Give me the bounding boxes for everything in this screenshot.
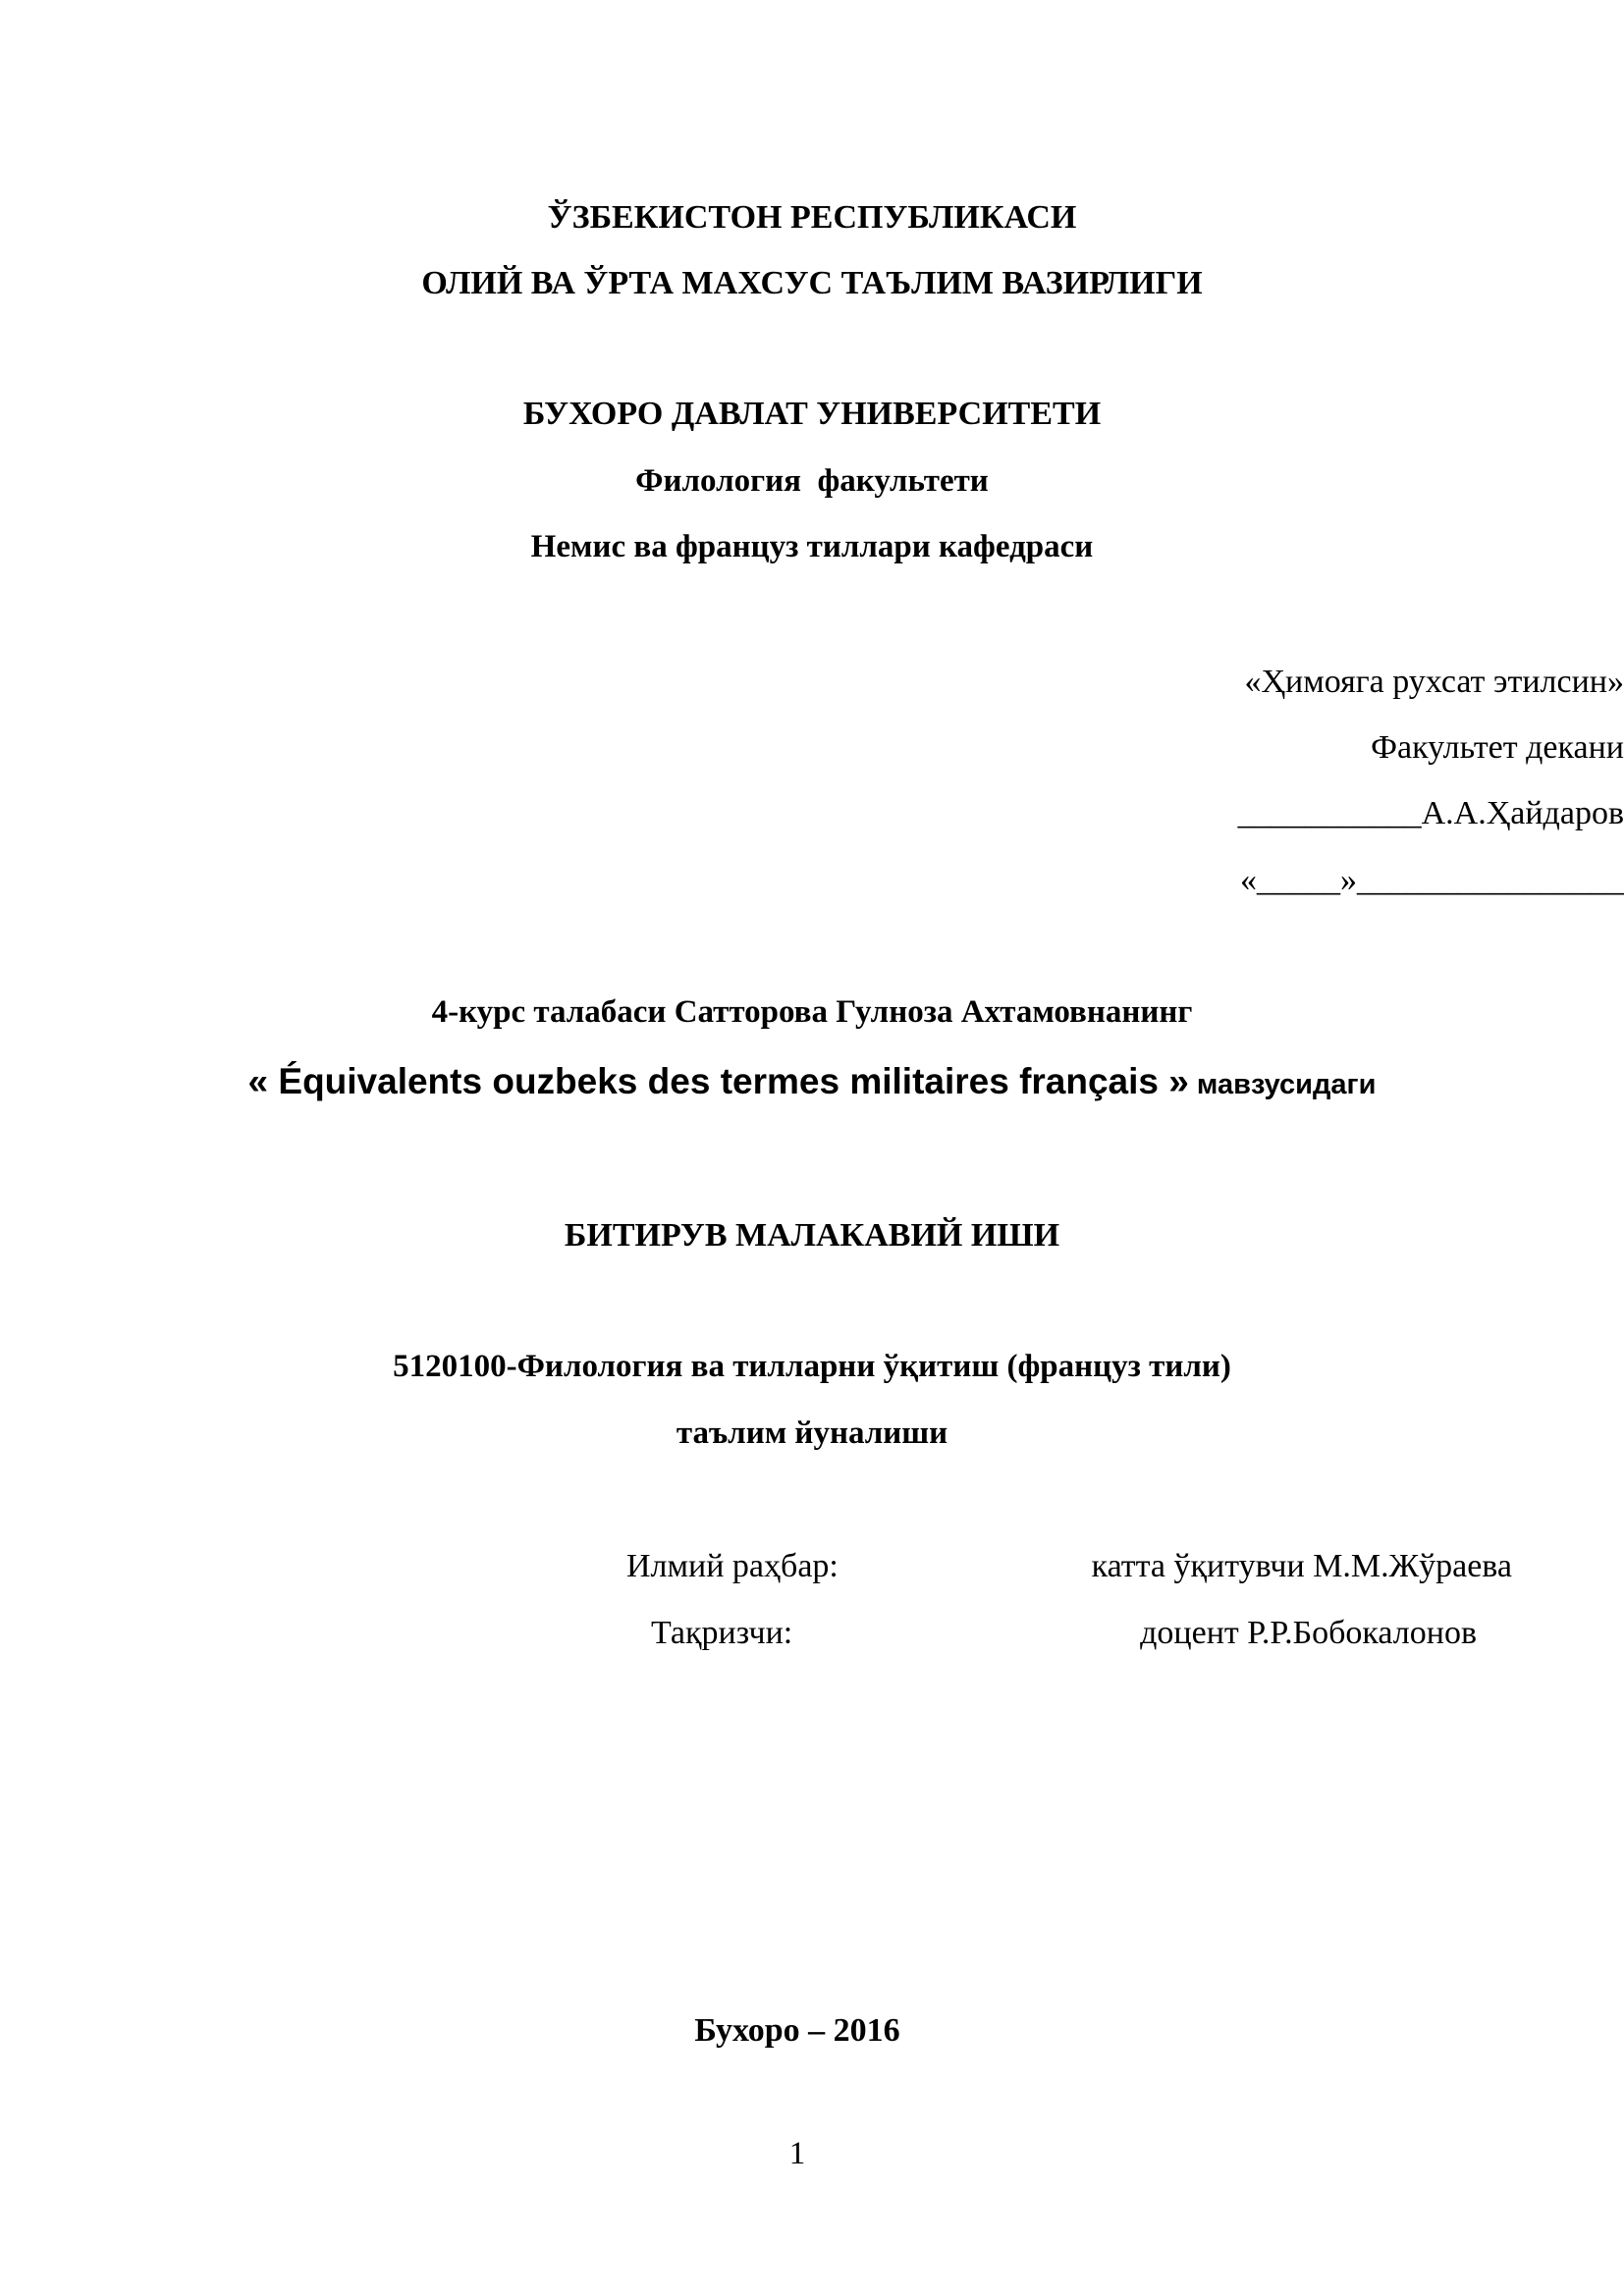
topic-line — [0, 1063, 1624, 1099]
supervisor-name: катта ўқитувчи М.М.Жўраева — [1091, 1548, 1512, 1584]
ministry-heading: ОЛИЙ ВА ЎРТА МАХСУС ТАЪЛИМ ВАЗИРЛИГИ — [421, 265, 1203, 301]
page-number: 1 — [788, 2136, 806, 2171]
student-line: 4-курс талабаси Сатторова Гулноза Ахтамовнанинг — [431, 994, 1193, 1030]
republic-heading: ЎЗБЕКИСТОН РЕСПУБЛИКАСИ — [547, 199, 1077, 236]
department-heading: Немис ва француз тиллари кафедраси — [530, 529, 1094, 564]
specialty-line: 5120100-Филология ва тилларни ўқитиш (француз тили) — [393, 1349, 1231, 1384]
dean-signature-line: ___________А.А.Ҳайдаров — [1237, 795, 1624, 831]
city-year: Бухоро – 2016 — [694, 2012, 900, 2049]
supervisor-role: Илмий раҳбар: — [626, 1548, 839, 1584]
university-heading: БУХОРО ДАВЛАТ УНИВЕРСИТЕТИ — [522, 396, 1102, 432]
dean-title: Факультет декани — [1371, 729, 1624, 766]
specialty-suffix-line: таълим йуналиши — [676, 1415, 948, 1451]
approval-date-line: «_____»________________ — [1240, 862, 1624, 898]
reviewer-name: доцент Р.Р.Бобокалонов — [1140, 1615, 1477, 1651]
topic-title: « Équivalents ouzbeks des termes militaires français » — [247, 1061, 1189, 1101]
work-type-heading: БИТИРУВ МАЛАКАВИЙ ИШИ — [564, 1217, 1060, 1254]
faculty-heading: Филология факультети — [635, 463, 989, 499]
approval-permission: «Ҳимояга рухсат этилсин» — [1244, 664, 1624, 700]
topic-suffix: мавзусидаги — [1188, 1069, 1377, 1100]
reviewer-role: Тақризчи: — [651, 1615, 793, 1651]
